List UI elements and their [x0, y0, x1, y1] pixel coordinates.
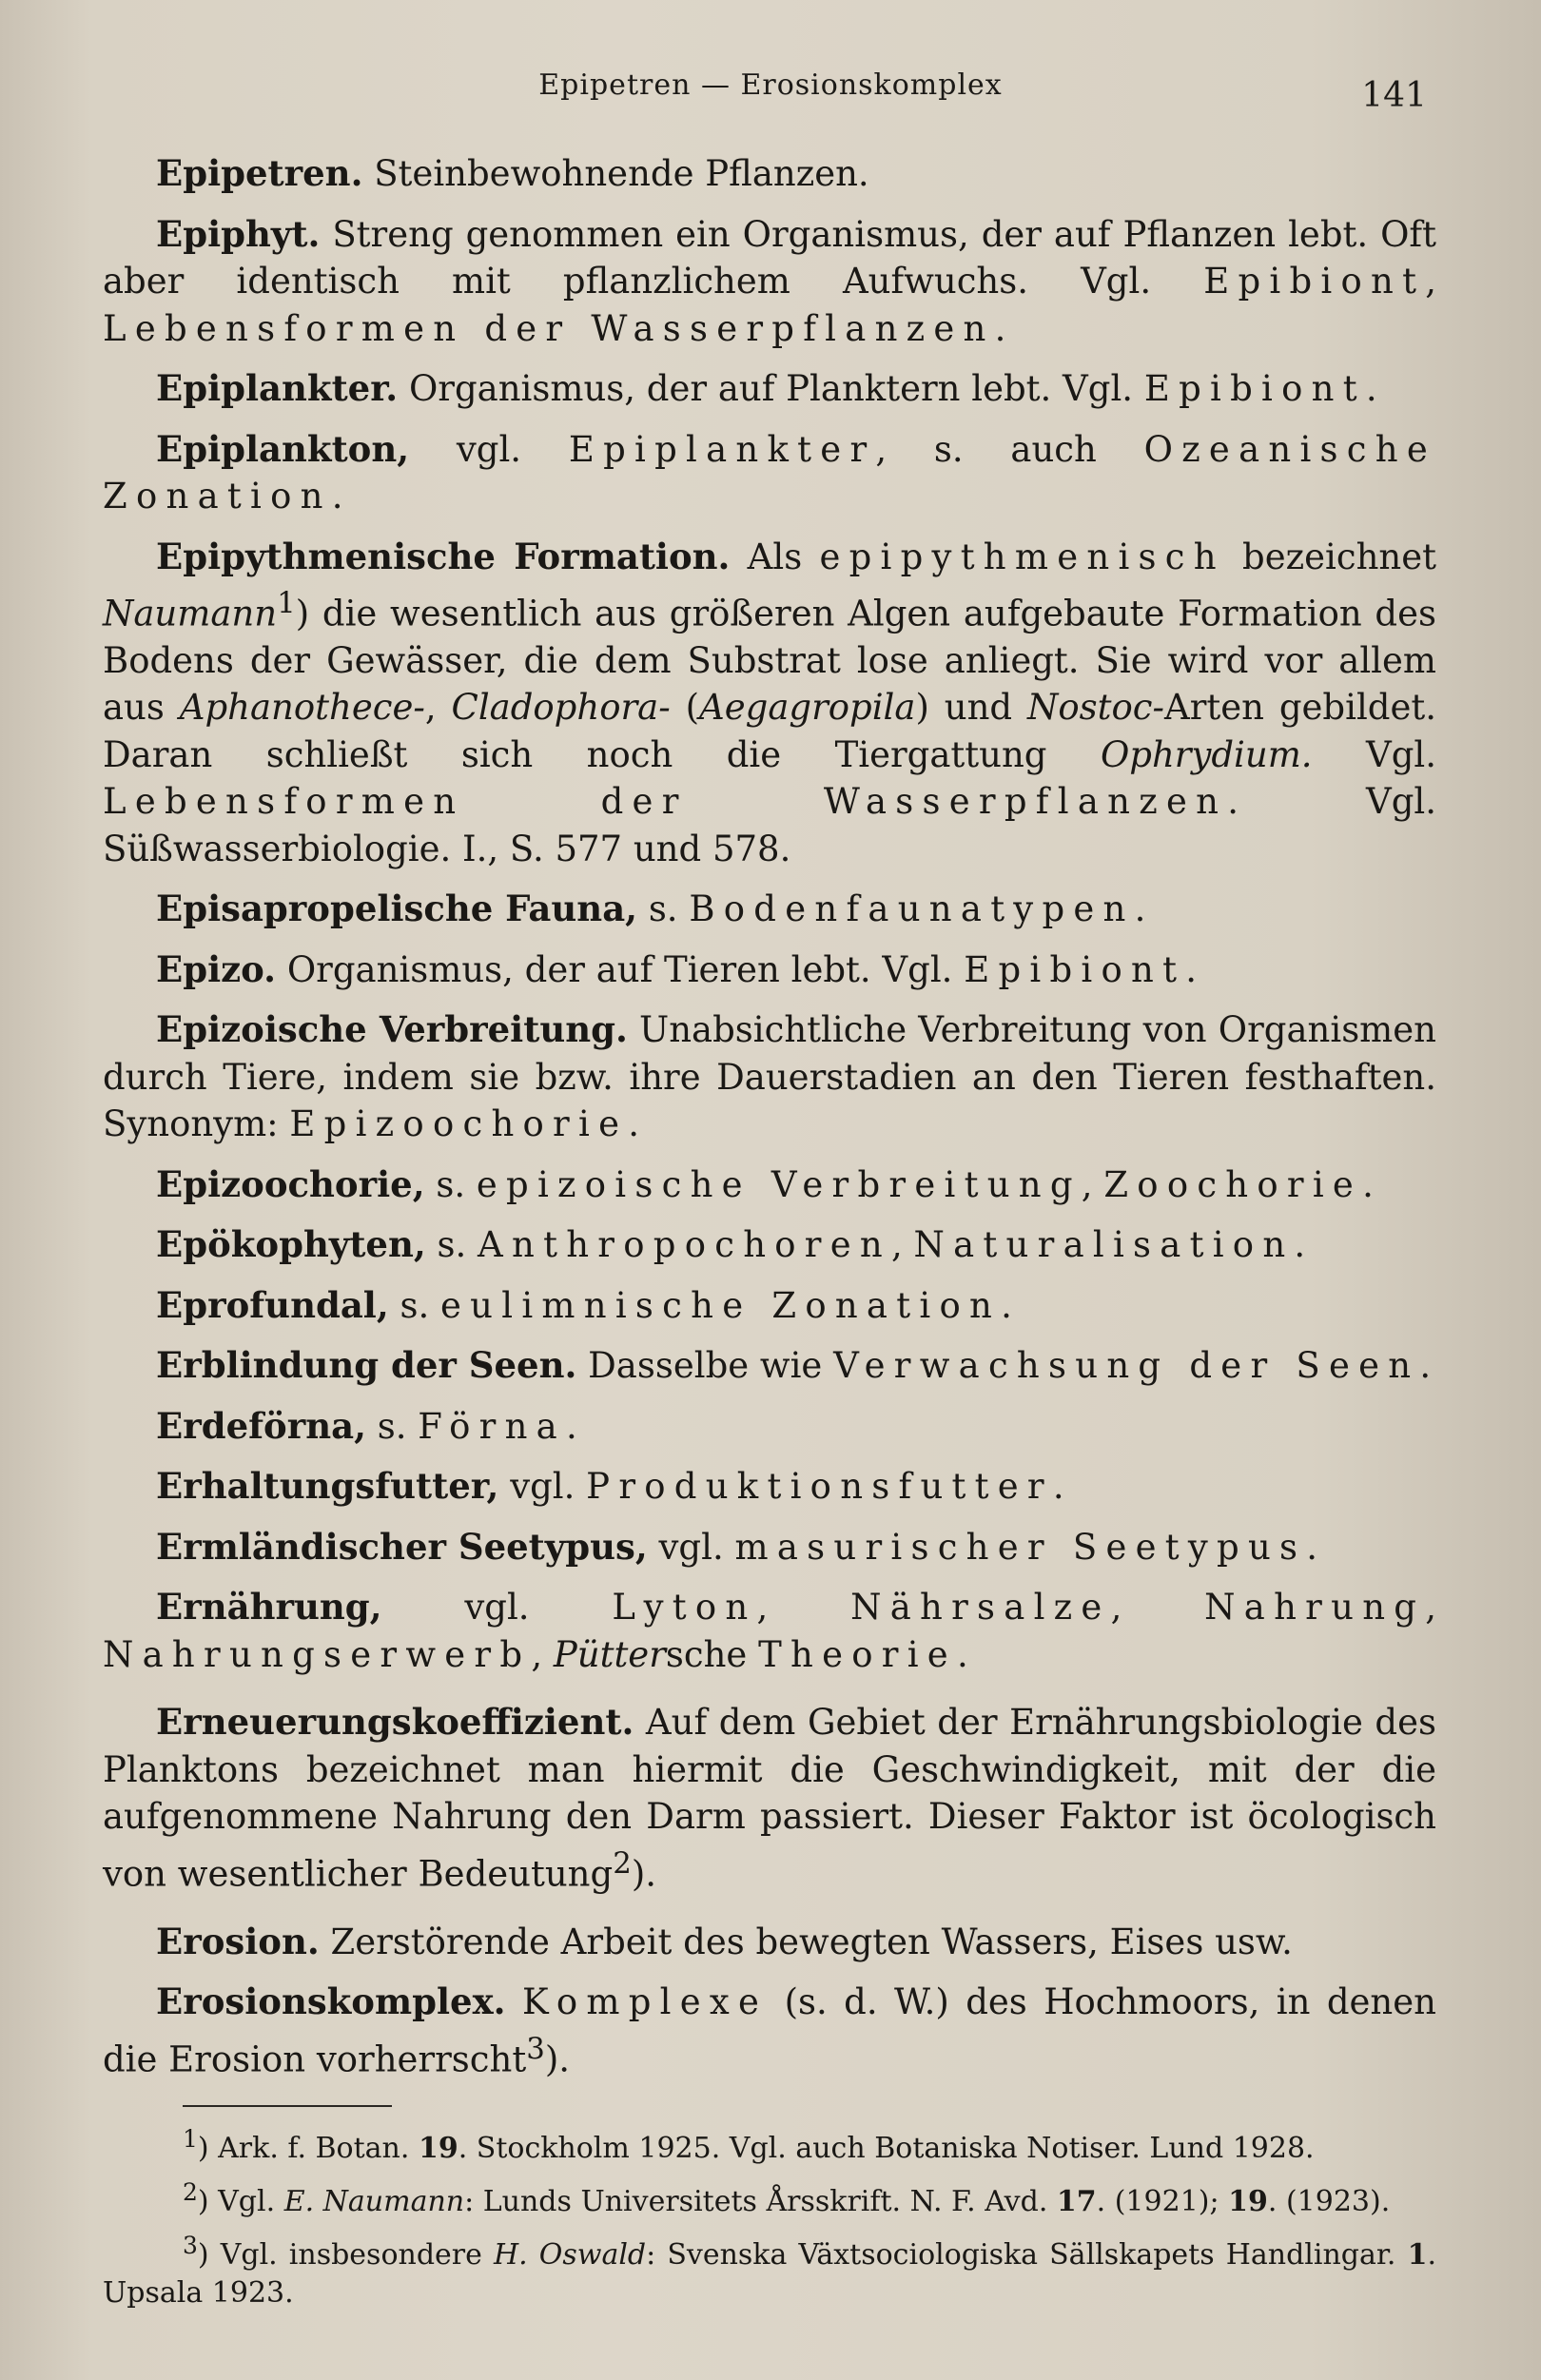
footnotes — [103, 2120, 1436, 2312]
taxon-name: Nostoc- — [1026, 687, 1164, 729]
entry-headword: Eprofundal, — [156, 1283, 389, 1326]
entry-epizoochorie — [103, 1161, 1436, 1209]
entry-episapropelische-fauna — [103, 886, 1436, 933]
entry-headword: Erblindung der Seen. — [156, 1344, 577, 1387]
footnote-mark: 2 — [183, 2178, 198, 2207]
entry-text — [506, 1981, 522, 2022]
entry-text: s. — [425, 1224, 478, 1266]
entry-headword: Epiplankter. — [156, 367, 399, 409]
cross-reference: Verwachsung der Seen — [833, 1345, 1420, 1387]
footnote-text: ) Vgl. insbesondere — [197, 2238, 494, 2273]
entry-text: sche — [665, 1633, 759, 1675]
entry-text: . — [331, 476, 343, 517]
footnote-text: : Lunds Universitets Årsskrift. N. F. Avd. — [464, 2185, 1057, 2219]
entry-epipythmenische-formation — [103, 534, 1436, 873]
entry-text: Als — [730, 536, 820, 577]
entry-text: , — [1081, 1163, 1104, 1205]
footnote-mark: 1 — [183, 2125, 198, 2154]
cross-reference: Epiplankter — [568, 428, 876, 470]
entry-text: , s. auch — [875, 428, 1144, 470]
footnote-text: ) Ark. f. Botan. — [197, 2132, 419, 2166]
cross-reference: epizoische Verbreitung — [476, 1163, 1082, 1205]
footnote — [103, 2120, 1436, 2168]
entry-text: Auf dem Gebiet der Ernährungsbiologie des Planktons bezeichnet man hiermit die Geschwindigkeit, mit der die aufgenommene Nahrung den Darm passiert. Dieser Faktor ist öcologisch von wesentlicher Bedeutung — [103, 1702, 1436, 1895]
footnote-mark: 2 — [613, 1845, 632, 1881]
footnote-mark: 3 — [183, 2232, 198, 2260]
cross-reference: epipythmenisch — [819, 536, 1225, 577]
entry-text: s. — [365, 1405, 419, 1447]
footnote-text: . Stockholm 1925. Vgl. auch Botaniska Notiser. Lund 1928. — [458, 2132, 1315, 2166]
volume-number: 19 — [1228, 2185, 1268, 2219]
entry-text: Dasselbe wie — [576, 1345, 834, 1387]
entry-text: ( — [670, 687, 700, 729]
entry-ernaehrung — [103, 1584, 1436, 1678]
entry-text: Arten gebildet. Daran schließt sich noch die Tiergattung — [103, 687, 1436, 775]
taxon-name: Aegagropila — [699, 687, 916, 729]
entry-text: . — [1185, 948, 1197, 990]
entry-headword: Erosion. — [156, 1920, 320, 1962]
footnote-mark: 1 — [277, 586, 296, 620]
cross-reference: Epibiont — [964, 948, 1186, 990]
cross-reference: Bodenfaunatypen — [689, 888, 1135, 930]
entry-epiphyt — [103, 211, 1436, 353]
entry-text: vgl. — [498, 1466, 587, 1508]
taxon-name: Aphanothece- — [179, 687, 425, 729]
entry-epiplankter — [103, 365, 1436, 413]
entry-text: , — [1425, 261, 1436, 302]
volume-number: 17 — [1056, 2185, 1097, 2219]
author-name: Pütter — [553, 1633, 666, 1675]
entry-text: Organismus, der auf Planktern lebt. Vgl. — [398, 368, 1144, 409]
page-header — [95, 68, 1446, 126]
entry-text: bezeichnet — [1224, 536, 1437, 577]
entry-text: Unabsichtliche Verbreitung von Organismen durch Tiere, indem sie bzw. ihre Dauerstadien an den Tieren festhaften. Synonym: — [103, 1009, 1436, 1145]
entry-text: Streng genommen ein Organismus, der auf Pflanzen lebt. Oft aber identisch mit pflanzlichem Aufwuchs. Vgl. — [103, 213, 1436, 302]
cross-reference: Anthropochoren — [478, 1224, 891, 1266]
entry-text: s. — [637, 888, 690, 930]
entry-epoekophyten — [103, 1221, 1436, 1269]
entry-eprofundal — [103, 1282, 1436, 1330]
entry-text: . — [1419, 1345, 1432, 1387]
author-name: E. Naumann — [283, 2185, 465, 2219]
entry-text: . — [994, 307, 1006, 349]
entry-erneuerungskoeffizient — [103, 1699, 1436, 1897]
entry-headword: Erhaltungsfutter, — [156, 1465, 499, 1508]
entry-headword: Epipetren. — [156, 152, 363, 194]
cross-reference: Nährsalze — [850, 1587, 1111, 1629]
entry-text: . — [1052, 1466, 1064, 1508]
entry-text: s. — [424, 1163, 477, 1205]
entry-text: vgl. — [381, 1587, 613, 1629]
entry-text: ). — [544, 2038, 571, 2079]
footnote-text: : Svenska Växtsociologiska Sällskapets Handlingar. — [646, 2238, 1408, 2273]
cross-reference: Epibiont — [1203, 261, 1426, 302]
entry-text: Vgl. — [1312, 733, 1437, 775]
entry-text: vgl. — [409, 428, 569, 470]
entry-text: . — [1294, 1224, 1306, 1266]
cross-reference: Ozeanische Zonation — [103, 428, 1436, 517]
entry-headword: Epipythmenische Formation. — [156, 535, 731, 577]
volume-number: 1 — [1407, 2238, 1428, 2273]
entry-text: . — [628, 1103, 639, 1145]
entry-headword: Episapropelische Fauna, — [156, 888, 638, 930]
cross-reference: Produktionsfutter — [586, 1466, 1053, 1508]
footnote-divider — [183, 2105, 392, 2107]
cross-reference: Nahrung — [1204, 1587, 1426, 1629]
cross-reference: Nahrungserwerb — [103, 1633, 532, 1675]
entry-headword: Epökophyten, — [156, 1223, 426, 1266]
entry-ermlaendischer-seetypus — [103, 1524, 1436, 1571]
entry-text: ) die wesentlich aus größeren Algen aufgebaute Formation des Bodens der Gewässer, die dem Substrat lose anliegt. Sie wird vor allem aus — [103, 593, 1436, 729]
entry-text: , — [424, 687, 452, 729]
entry-text: , — [1110, 1587, 1205, 1629]
cross-reference: Komplexe — [521, 1981, 769, 2023]
entry-text: vgl. — [647, 1526, 735, 1568]
entry-text: . — [1001, 1284, 1012, 1326]
entry-epizoische-verbreitung — [103, 1006, 1436, 1148]
entry-text: . — [566, 1405, 577, 1447]
dictionary-text — [103, 150, 1436, 2318]
author-name: H. Oswald — [493, 2238, 647, 2273]
entry-headword: Erosionskomplex. — [156, 1980, 506, 2023]
cross-reference: Epibiont — [1143, 368, 1366, 409]
cross-reference: Epizoochorie — [289, 1103, 629, 1145]
entry-headword: Epiplankton, — [156, 427, 410, 470]
entry-text: ). — [631, 1853, 657, 1895]
entry-headword: Erneuerungskoeffizient. — [156, 1701, 634, 1744]
entry-headword: Ermländischer Seetypus, — [156, 1525, 648, 1568]
page-number: 141 — [1361, 76, 1427, 115]
entry-headword: Epizoochorie, — [156, 1162, 425, 1205]
entry-erblindung-der-seen — [103, 1342, 1436, 1390]
entry-text: Zerstörende Arbeit des bewegten Wassers, Eises usw. — [319, 1921, 1293, 1962]
cross-reference: masurischer Seetypus — [734, 1526, 1307, 1568]
footnote-text: . (1923). — [1267, 2185, 1391, 2219]
taxon-name: Cladophora- — [451, 687, 671, 729]
taxon-name: Ophrydium. — [1100, 733, 1313, 775]
footnote-mark: 3 — [526, 2031, 545, 2066]
entry-text: (s. d. W.) des Hochmoors, in denen die Erosion vorherrscht — [103, 1981, 1436, 2079]
entry-epipetren — [103, 150, 1436, 198]
entry-text: . — [1306, 1526, 1318, 1568]
entry-text: , — [756, 1587, 851, 1629]
entry-text: , — [890, 1224, 914, 1266]
cross-reference: Lyton — [612, 1587, 757, 1629]
footnote — [103, 2227, 1436, 2312]
entry-text: , — [1425, 1587, 1436, 1629]
cross-reference: Theorie — [758, 1633, 957, 1675]
entry-headword: Epizo. — [156, 947, 277, 990]
entry-headword: Ernährung, — [156, 1586, 382, 1629]
cross-reference: Naturalisation — [913, 1224, 1295, 1266]
entry-epiplankton — [103, 426, 1436, 520]
entry-erdefoerna — [103, 1403, 1436, 1451]
entry-text: Organismus, der auf Tieren lebt. Vgl. — [276, 948, 965, 990]
entry-text: . — [1362, 1163, 1374, 1205]
entry-erhaltungsfutter — [103, 1463, 1436, 1511]
cross-reference: Förna — [418, 1405, 566, 1447]
entry-text: s. — [388, 1284, 441, 1326]
cross-reference: Lebensformen der Wasserpflanzen — [103, 781, 1228, 823]
cross-reference: eulimnische Zonation — [440, 1284, 1002, 1326]
volume-number: 19 — [418, 2132, 458, 2166]
entry-text: , — [531, 1633, 554, 1675]
footnote-text: . (1921); — [1096, 2185, 1229, 2219]
entry-text: . — [1365, 368, 1377, 409]
entry-text: . — [1134, 888, 1146, 930]
entry-text: . Vgl. Süßwasserbiologie. I., S. 577 und 578. — [103, 781, 1436, 869]
entry-text: Steinbewohnende Pflanzen. — [362, 153, 869, 194]
author-name: Naumann — [103, 593, 278, 634]
entry-headword: Epizoische Verbreitung. — [156, 1008, 628, 1051]
cross-reference: Lebensformen der Wasserpflanzen — [103, 307, 995, 349]
entry-text: . — [956, 1633, 968, 1675]
entry-epizo — [103, 946, 1436, 994]
footnote — [103, 2174, 1436, 2221]
entry-headword: Erdeförna, — [156, 1404, 366, 1447]
entry-erosionskomplex — [103, 1979, 1436, 2082]
entry-headword: Epiphyt. — [156, 212, 321, 255]
footnote-text: . Upsala 1923. — [103, 2238, 1436, 2311]
entry-text: ) und — [915, 687, 1027, 729]
entry-erosion — [103, 1919, 1436, 1966]
footnote-text: ) Vgl. — [197, 2185, 284, 2219]
running-head: Epipetren — Erosionskomplex — [538, 68, 1003, 102]
cross-reference: Zoochorie — [1103, 1163, 1363, 1205]
